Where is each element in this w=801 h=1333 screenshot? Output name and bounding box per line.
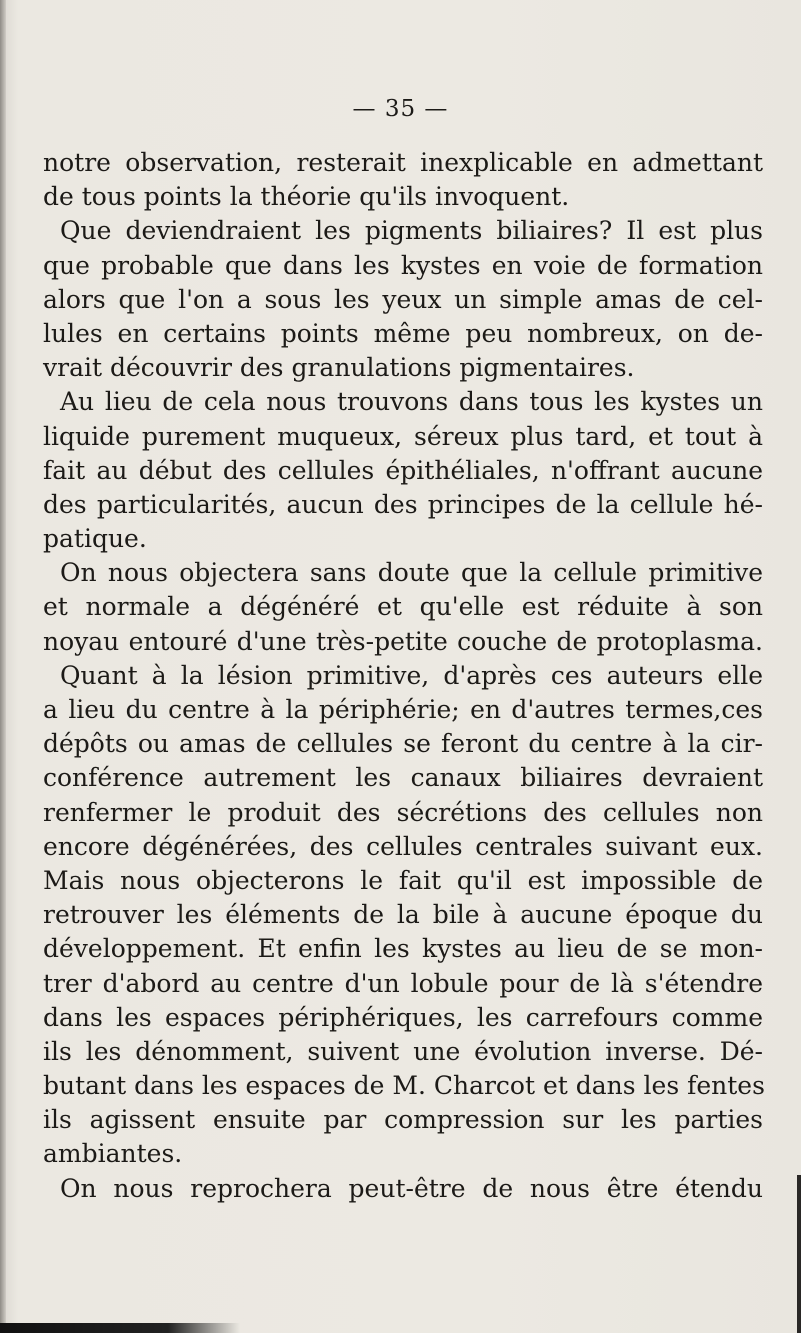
page-bottom-edge-shadow [0,1323,240,1333]
body-text [43,146,763,1206]
text-line: Au lieu de cela nous trouvons dans tous les kystes un [60,387,763,417]
text-line: vrait découvrir des granulations pigmentaires. [43,353,635,383]
text-line: Que deviendraient les pigments biliaires? Il est plus [60,216,763,246]
page-number: — 35 — [352,96,449,122]
text-line: et normale a dégénéré et qu'elle est réduite à son [43,592,763,622]
text-line: conférence autrement les canaux biliaires devraient [43,763,763,793]
text-line: Mais nous objecterons le fait qu'il est impossible de [43,865,763,895]
text-line: de tous points la théorie qu'ils invoquent. [43,182,570,212]
text-line: On nous reprochera peut-être de nous être étendu [60,1173,763,1203]
text-line: des particularités, aucun des principes de la cellule hé- [43,489,763,519]
text-line: que probable que dans les kystes en voie de formation [43,250,763,280]
text-line: lules en certains points même peu nombreux, on de- [43,318,763,348]
text-line: ils agissent ensuite par compression sur les parties [43,1105,763,1135]
text-line: ambiantes. [43,1139,183,1169]
text-line: liquide purement muqueux, séreux plus tard, et tout à [43,421,763,451]
text-line: alors que l'on a sous les yeux un simple amas de cel- [43,284,763,314]
text-line: noyau entouré d'une très-petite couche de protoplasma. [43,626,763,656]
text-line: fait au début des cellules épithéliales, n'offrant aucune [43,455,763,485]
text-line: encore dégénérées, des cellules centrales suivant eux. [43,831,763,861]
text-line: dans les espaces périphériques, les carrefours comme [43,1002,763,1032]
text-line: ils les dénomment, suivent une évolution inverse. Dé- [43,1036,763,1066]
text-line: patique. [43,524,147,554]
page-right-edge-shadow [797,1175,801,1333]
text-line: renfermer le produit des sécrétions des cellules non [43,797,763,827]
text-line: notre observation, resterait inexplicable en admettant [43,148,763,177]
text-line: retrouver les éléments de la bile à aucune époque du [43,900,763,930]
text-line: développement. Et enfin les kystes au lieu de se mon- [43,934,763,964]
page-left-edge-shadow [0,0,6,1333]
text-line: a lieu du centre à la périphérie; en d'autres termes,ces [43,695,763,724]
text-line: trer d'abord au centre d'un lobule pour de là s'étendre [43,968,763,998]
text-line: dépôts ou amas de cellules se feront du centre à la cir- [43,729,763,759]
text-line: On nous objectera sans doute que la cellule primitive [60,558,763,588]
text-line: Quant à la lésion primitive, d'après ces auteurs elle [60,660,763,690]
text-line: butant dans les espaces de M. Charcot et dans les fentes [43,1071,765,1101]
